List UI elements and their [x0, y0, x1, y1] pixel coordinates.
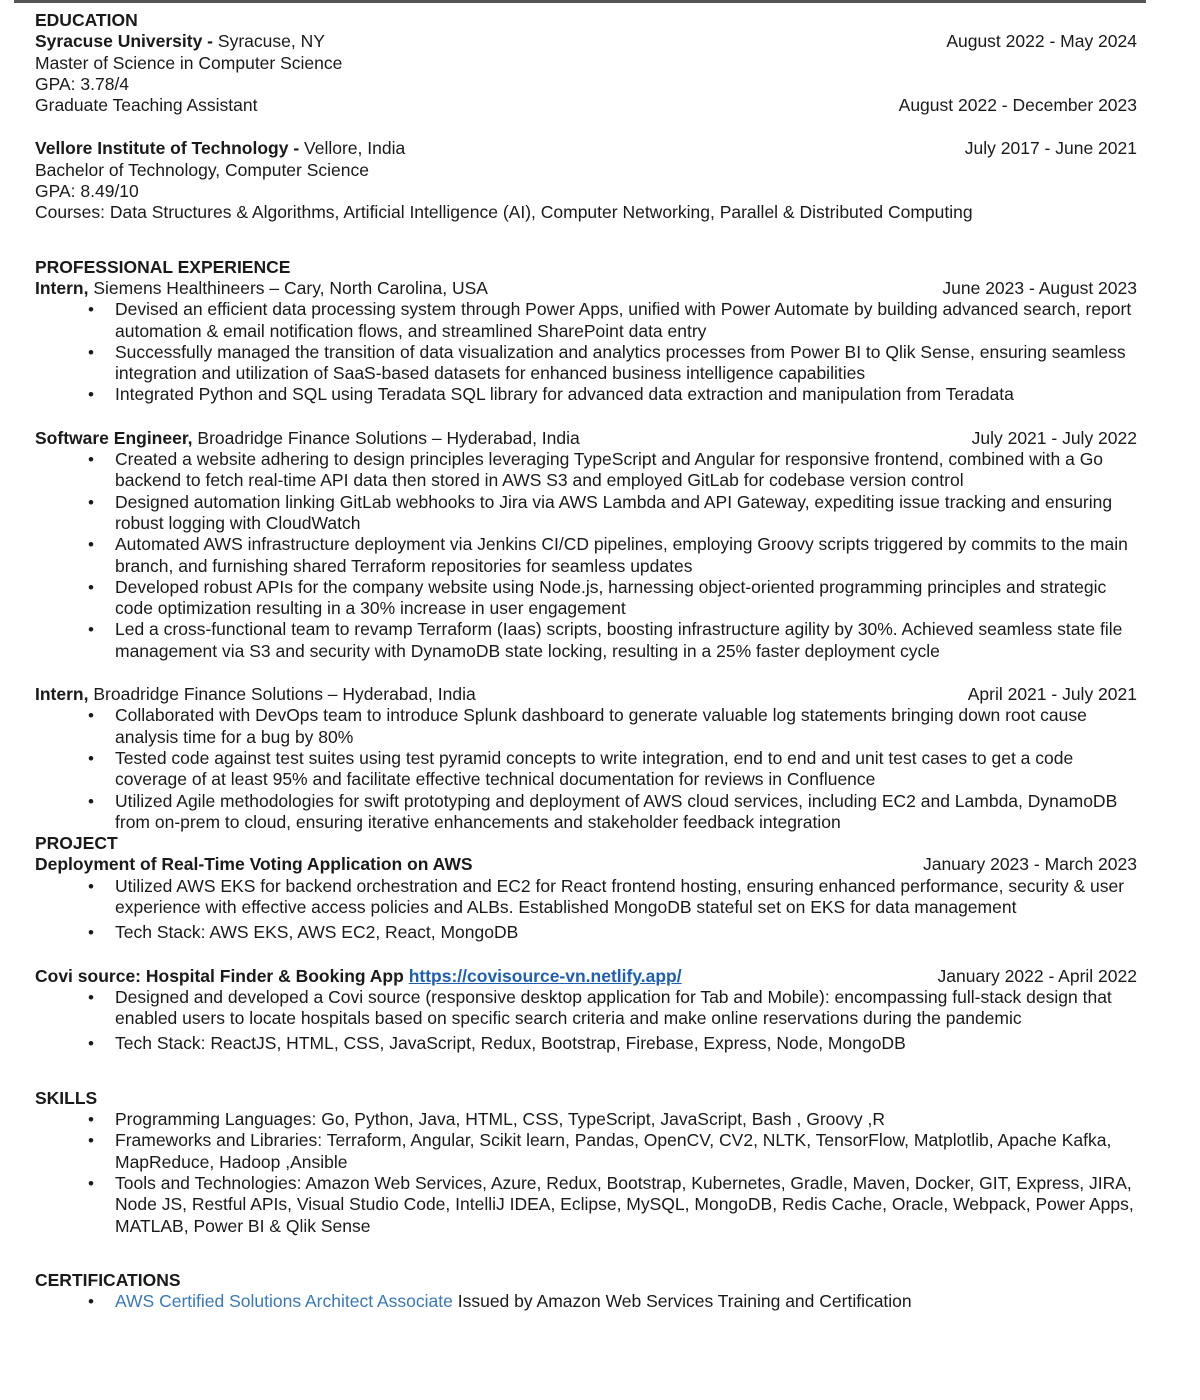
- role-title: Graduate Teaching Assistant: [35, 95, 258, 116]
- job-header: [35, 428, 1137, 449]
- bullet-item: • Utilized Agile methodologies for swift prototyping and deployment of AWS cloud services, including EC2 and Lambda, DynamoDB from on-prem to cloud, ensuring iterative enhancements and stakeholder feedback integration: [115, 791, 1137, 834]
- bullet-item: • Tech Stack: AWS EKS, AWS EC2, React, MongoDB: [115, 922, 1137, 943]
- job-company: Broadridge Finance Solutions – Hyderabad, India: [93, 684, 476, 705]
- bullet-item: • Tech Stack: ReactJS, HTML, CSS, JavaScript, Redux, Bootstrap, Firebase, Express, Node, MongoDB: [115, 1033, 1137, 1054]
- skill-item: • Frameworks and Libraries: Terraform, Angular, Scikit learn, Pandas, OpenCV, CV2, NLTK, TensorFlow, Matplotlib, Apache Kafka, MapReduce, Hadoop ,Ansible: [115, 1130, 1137, 1173]
- job-bullets: [35, 449, 1137, 662]
- degree: Bachelor of Technology, Computer Science: [35, 159, 369, 180]
- bullet-item: • Utilized AWS EKS for backend orchestration and EC2 for React frontend hosting, ensuring enhanced performance, security & user experience with effective access policies and ALBs. Established MongoDB stateful set on EKS for data management: [115, 876, 1137, 919]
- bullet-item: • Designed automation linking GitLab webhooks to Jira via AWS Lambda and API Gateway, expediting issue tracking and ensuring robust logging with CloudWatch: [115, 492, 1137, 535]
- school-role: [35, 95, 1137, 116]
- bullet-item: • Integrated Python and SQL using Teradata SQL library for advanced data extraction and manipulation from Teradata: [115, 384, 1137, 405]
- project-header: [35, 854, 1137, 875]
- job-bullets: [35, 299, 1137, 405]
- skills-list: [35, 1109, 1137, 1237]
- school-location: Syracuse, NY: [217, 31, 325, 52]
- skill-item: • Tools and Technologies: Amazon Web Services, Azure, Redux, Bootstrap, Kubernetes, Gradle, Maven, Docker, GIT, Express, JIRA, Node JS, Restful APIs, Visual Studio Code, IntelliJ IDEA, Eclipse, MySQL, MongoDB, Redis Cache, Oracle, Webpack, Power Apps, MATLAB, Power BI & Qlik Sense: [115, 1173, 1137, 1237]
- experience-section: [35, 257, 1137, 833]
- school-name: Vellore Institute of Technology -: [35, 138, 300, 159]
- project-link[interactable]: https://covisource-vn.netlify.app/: [408, 965, 682, 986]
- gpa: GPA: 8.49/10: [35, 181, 139, 202]
- school-header: [35, 138, 1137, 159]
- bullet-item: • Developed robust APIs for the company website using Node.js, harnessing object-oriented programming principles and strategic code optimization resulting in a 30% increase in user engagement: [115, 577, 1137, 620]
- bullet-item: • Successfully managed the transition of data visualization and analytics processes from Power BI to Qlik Sense, ensuring seamless integration and utilization of SaaS-based datasets for enhanced business intelligence capabilities: [115, 342, 1137, 385]
- project-header: [35, 966, 1137, 987]
- bullet-item: • Automated AWS infrastructure deployment via Jenkins CI/CD pipelines, employing Groovy scripts triggered by commits to the main branch, and furnishing shared Terraform repositories for seamless updates: [115, 534, 1137, 577]
- courses: Courses: Data Structures & Algorithms, Artificial Intelligence (AI), Computer Networking, Parallel & Distributed Computing: [35, 202, 973, 223]
- skill-item: • Programming Languages: Go, Python, Java, HTML, CSS, TypeScript, JavaScript, Bash , Groovy ,R: [115, 1109, 1137, 1130]
- school-location: Vellore, India: [304, 138, 406, 159]
- job-header: [35, 278, 1137, 299]
- section-title-certifications: CERTIFICATIONS: [35, 1269, 181, 1290]
- project-bullets: [35, 987, 1137, 1055]
- bullet-item: • Created a website adhering to design principles leveraging TypeScript and Angular for responsive frontend, combined with a Go backend to fetch real-time API data then stored in AWS S3 and employed GitLab for codebase version control: [115, 449, 1137, 492]
- project-dates: January 2023 - March 2023: [922, 854, 1137, 875]
- degree: Master of Science in Computer Science: [35, 52, 343, 73]
- education-section: [35, 10, 1137, 224]
- skills-section: [35, 1088, 1137, 1237]
- job-dates: July 2021 - July 2022: [971, 427, 1137, 448]
- projects-section: [35, 833, 1137, 1055]
- job-role: Software Engineer,: [35, 427, 193, 448]
- job-dates: June 2023 - August 2023: [942, 277, 1137, 298]
- section-title-skills: SKILLS: [35, 1087, 98, 1108]
- certification-link[interactable]: AWS Certified Solutions Architect Associate: [115, 1291, 453, 1312]
- job-role: Intern,: [35, 277, 89, 298]
- top-divider-line: [14, 0, 1146, 3]
- section-title-projects: PROJECT: [35, 833, 118, 854]
- bullet-item: • Collaborated with DevOps team to introduce Splunk dashboard to generate valuable log statements bringing down root cause analysis time for a bug by 80%: [115, 705, 1137, 748]
- school-header: [35, 31, 1137, 52]
- project-dates: January 2022 - April 2022: [937, 965, 1137, 986]
- bullet-item: • Tested code against test suites using test pyramid concepts to write integration, end to end and unit test cases to get a code coverage of at least 95% and facilitate effective technical documentation for reviews in Confluence: [115, 748, 1137, 791]
- job-header: [35, 684, 1137, 705]
- school-name: Syracuse University -: [35, 31, 214, 52]
- job-dates: April 2021 - July 2021: [967, 684, 1137, 705]
- gpa: GPA: 3.78/4: [35, 73, 130, 94]
- bullet-item: • Devised an efficient data processing system through Power Apps, unified with Power Automate by building advanced search, report automation & email notification flows, and streamlined SharePoint data entry: [115, 299, 1137, 342]
- certification-item: [115, 1291, 1137, 1312]
- job-role: Intern,: [35, 684, 89, 705]
- school-dates: August 2022 - May 2024: [946, 31, 1137, 52]
- resume-page: [35, 10, 1137, 1312]
- certifications-section: [35, 1270, 1137, 1313]
- project-bullets: [35, 876, 1137, 944]
- bullet-item: • Led a cross-functional team to revamp Terraform (Iaas) scripts, boosting infrastructure agility by 30%. Achieved seamless state file management via S3 and security with DynamoDB state locking, resulting in a 25% faster deployment cycle: [115, 619, 1137, 662]
- bullet-item: • Designed and developed a Covi source (responsive desktop application for Tab and Mobile): encompassing full-stack design that enabled users to locate hospitals based on specific search criteria and make online reservations during the pandemic: [115, 987, 1137, 1030]
- section-title-experience: PROFESSIONAL EXPERIENCE: [35, 256, 291, 277]
- certification-issuer: Issued by Amazon Web Services Training and Certification: [457, 1291, 912, 1312]
- job-company: Broadridge Finance Solutions – Hyderabad, India: [197, 427, 580, 448]
- school-dates: July 2017 - June 2021: [964, 138, 1137, 159]
- role-dates: August 2022 - December 2023: [898, 95, 1137, 116]
- job-company: Siemens Healthineers – Cary, North Carolina, USA: [93, 277, 488, 298]
- section-title-education: EDUCATION: [35, 10, 138, 30]
- project-name: Covi source: Hospital Finder & Booking App: [35, 965, 404, 986]
- project-name: Deployment of Real-Time Voting Application on AWS: [35, 854, 473, 875]
- job-bullets: [35, 705, 1137, 833]
- certifications-list: [35, 1291, 1137, 1312]
